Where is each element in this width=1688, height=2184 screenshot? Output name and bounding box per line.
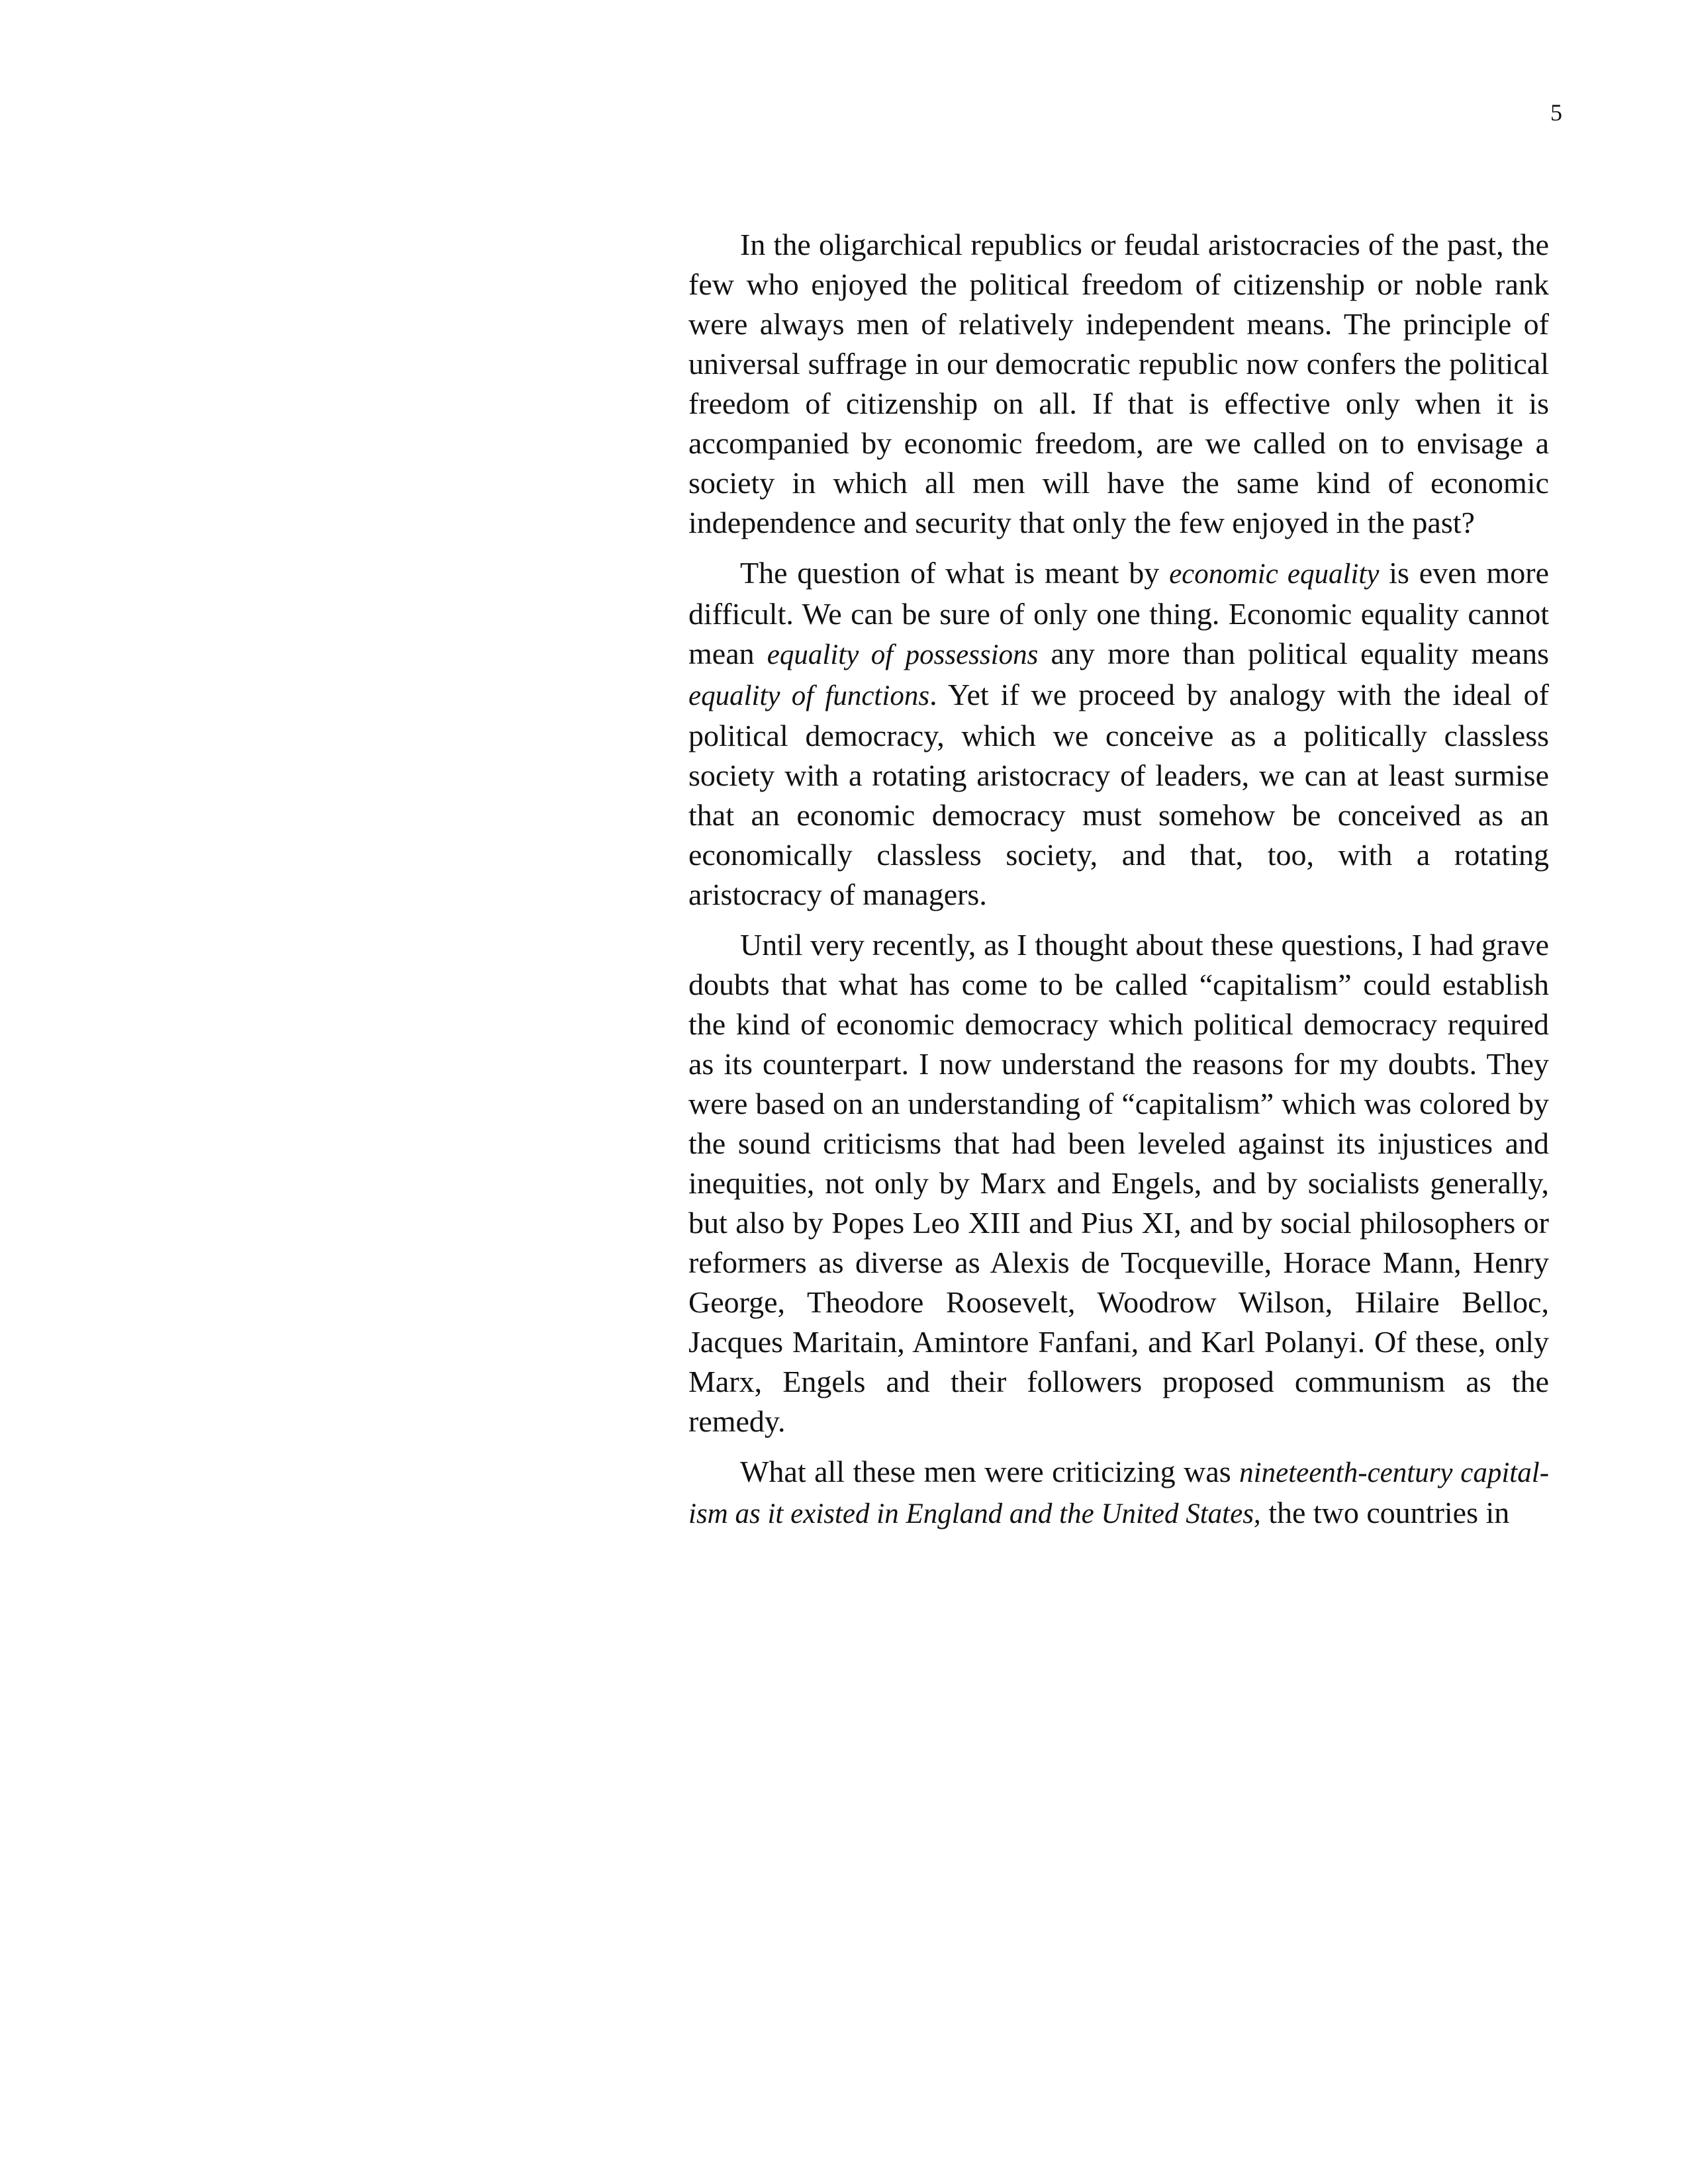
paragraph-1 bbox=[688, 225, 1549, 543]
paragraph-4-text-b: the two countries in bbox=[1260, 1496, 1510, 1529]
paragraph-4-text-a: What all these men were criticizing was bbox=[740, 1455, 1240, 1488]
paragraph-2-text-a: The question of what is meant by bbox=[740, 556, 1170, 590]
paragraph-4 bbox=[688, 1452, 1549, 1534]
italic-equality-of-possessions: equality of possessions bbox=[767, 639, 1039, 670]
paragraph-2-text-b: is even more difficult. We can be sure of only one thing. Economic equality cannot mean bbox=[688, 556, 1549, 670]
paragraph-3-text: Until very recently, as I thought about these questions, I had grave doubts that what has come to be called “capitalism” could establish the kind of economic democracy which political democracy required as its counterpart. I now understand the reasons for my doubts. They were based on an understanding of “capitalism” which was colored by the sound criticisms that had been leveled against its injustices and inequities, not only by Marx and Engels, and by socialists generally, but also by Popes Leo XIII and Pius XI, and by social philosophers or reformers as diverse as Alexis de Tocqueville, Horace Mann, Henry George, Theodore Roosevelt, Woodrow Wilson, Hilaire Belloc, Jacques Maritain, Amintore Fanfani, and Karl Polanyi. Of these, only Marx, Engels and their followers proposed communism as the remedy. bbox=[688, 928, 1549, 1438]
italic-equality-of-functions: equality of functions bbox=[688, 680, 930, 711]
paragraph-2-text-d: . Yet if we proceed by analogy with the ideal of political democracy, which we conceive as a politically classless society with a rotating aristocracy of leaders, we can at least surmise that an economic democracy must somehow be conceived as an economically classless society, and that, too, with a rotating aristocracy of managers. bbox=[688, 678, 1549, 911]
body-text bbox=[688, 225, 1549, 1545]
italic-nineteenth-century-capitalism: nineteenth-century capitalism as it existed in England and the United States, bbox=[688, 1457, 1550, 1529]
page-number: 5 bbox=[1550, 99, 1562, 126]
paragraph-2-text-c: any more than political equality means bbox=[1038, 637, 1549, 670]
italic-economic-equality: economic equality bbox=[1169, 559, 1380, 590]
paragraph-3 bbox=[688, 925, 1549, 1441]
paragraph-1-text: In the oligarchical republics or feudal aristocracies of the past, the few who enjoyed the political freedom of citizenship or noble rank were always men of relatively independent means. The principle of universal suffrage in our democratic republic now confers the political freedom of citizenship on all. If that is effective only when it is accompanied by economic freedom, are we called on to envisage a society in which all men will have the same kind of economic independence and security that only the few enjoyed in the past? bbox=[688, 228, 1549, 539]
paragraph-2 bbox=[688, 553, 1549, 915]
